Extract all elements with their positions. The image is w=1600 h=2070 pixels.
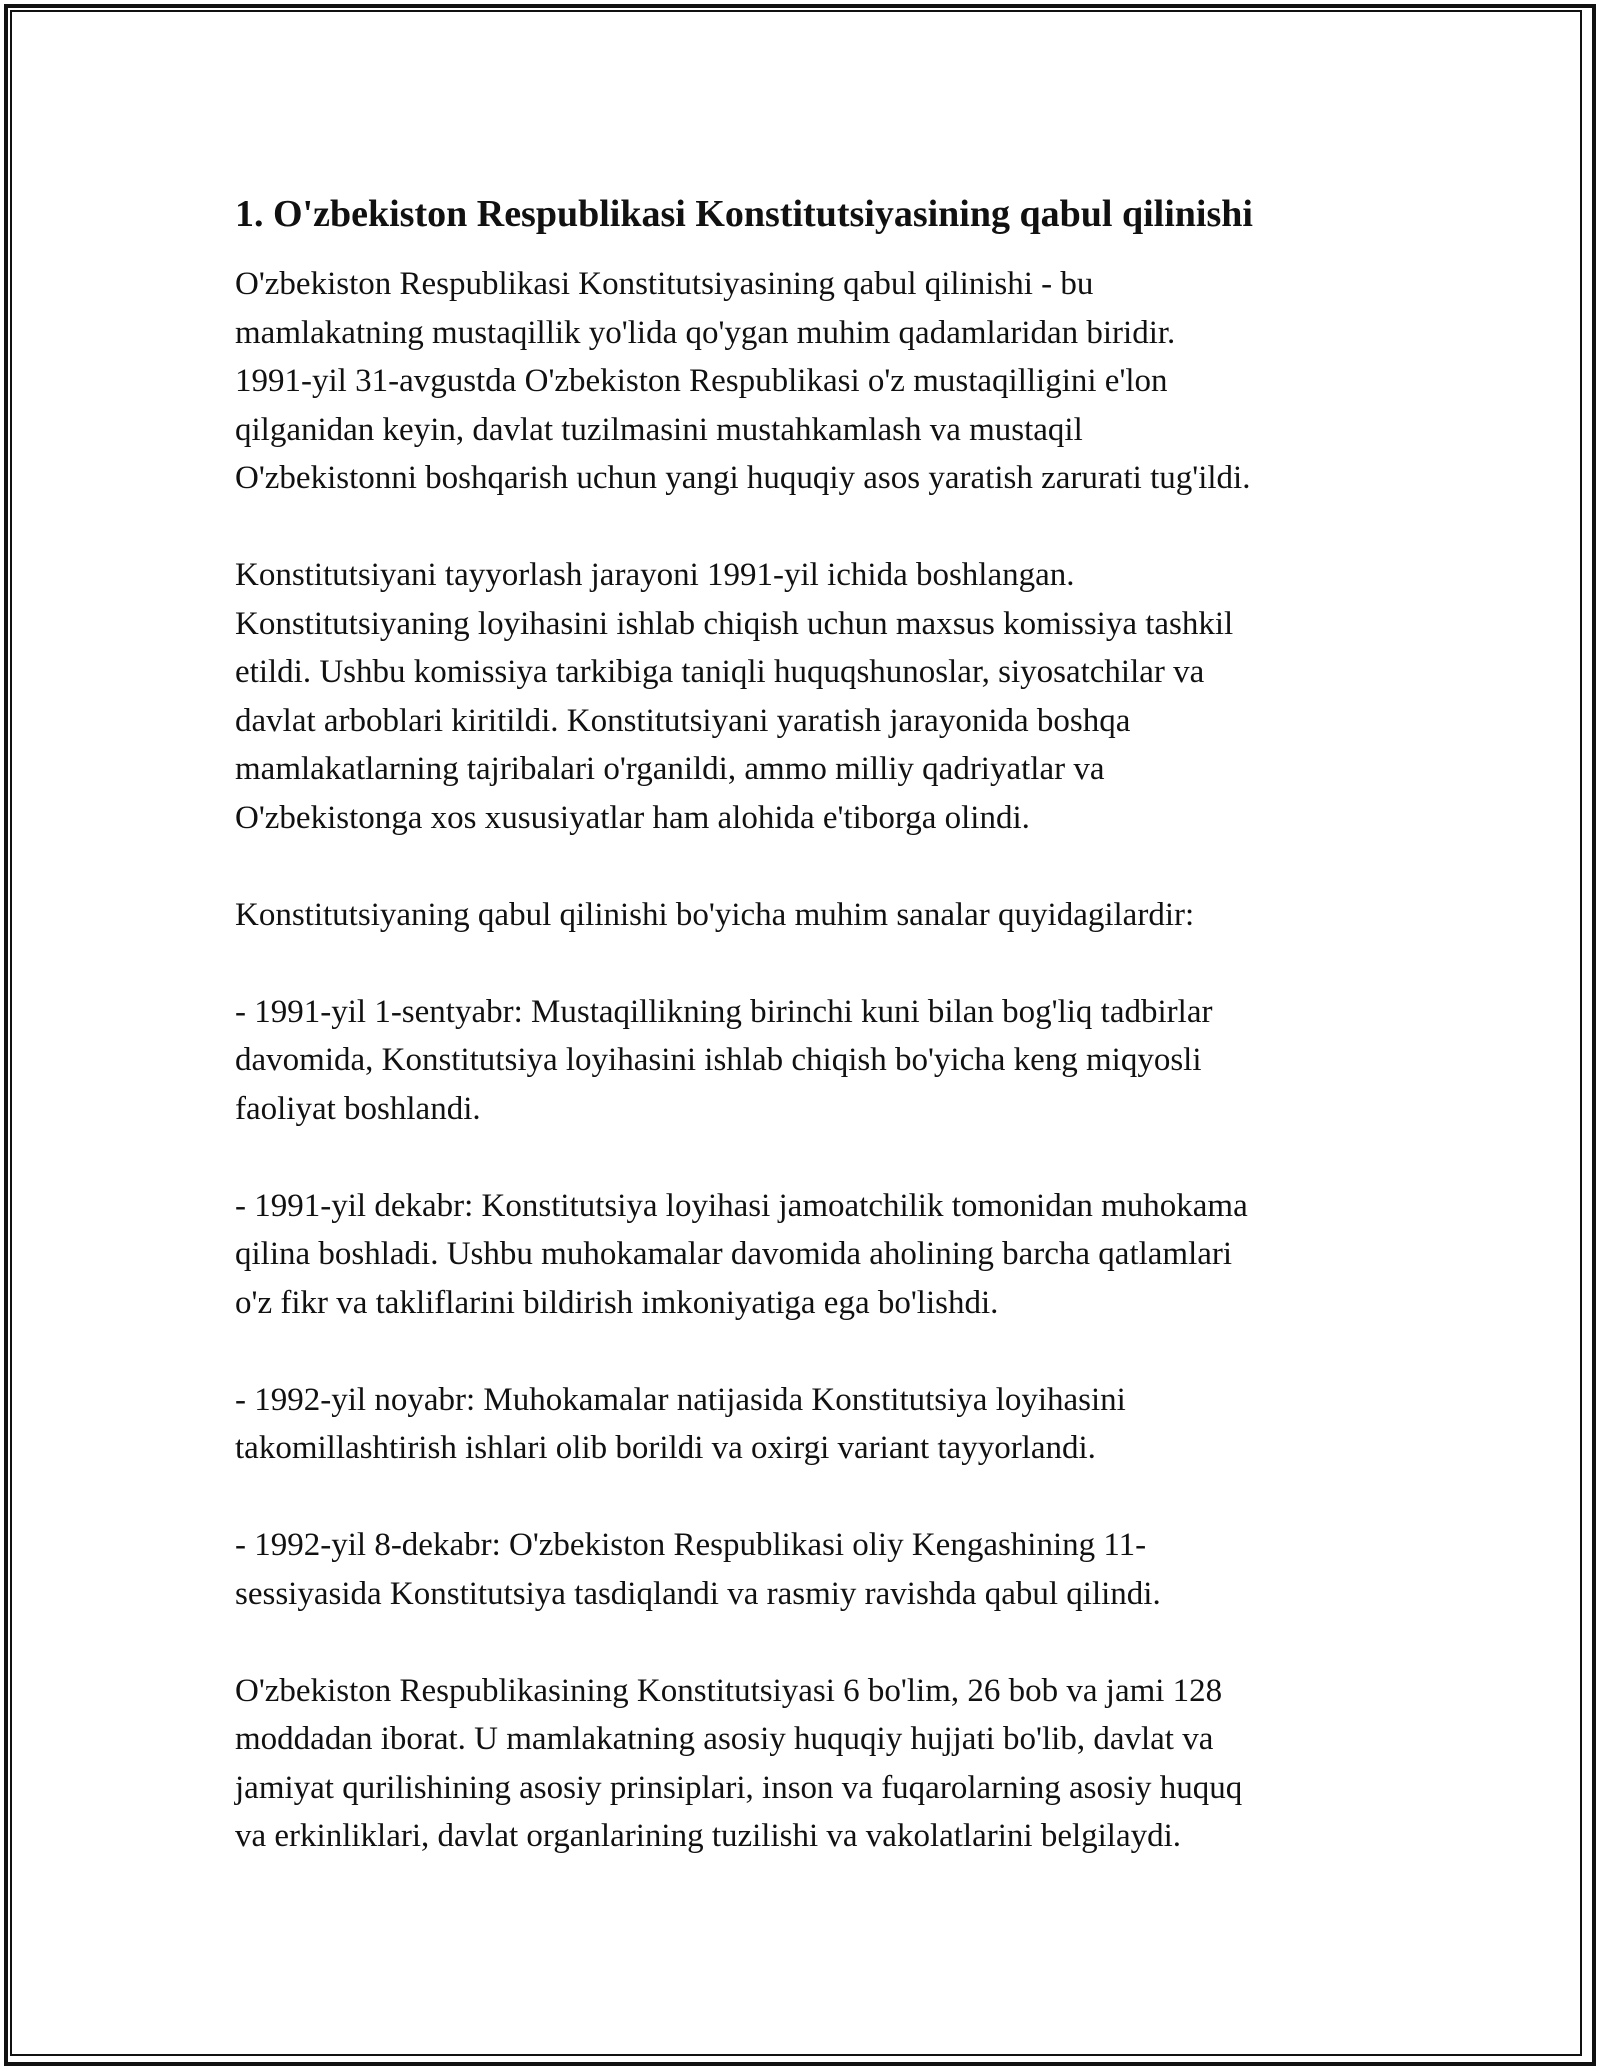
text-line: etildi. Ushbu komissiya tarkibiga taniqli huquqshunoslar, siyosatchilar va xyxy=(235,654,1205,690)
text-line: O'zbekistonga xos xususiyatlar ham alohida e'tiborga olindi. xyxy=(235,799,1030,836)
document-title: 1. O'zbekiston Respublikasi Konstitutsiyasining qabul qilinishi xyxy=(235,193,1253,235)
text-line: Konstitutsiyani tayyorlash jarayoni 1991-yil ichida boshlangan. xyxy=(235,557,1075,593)
paragraph xyxy=(235,1376,1385,1473)
text-line: O'zbekistonni boshqarish uchun yangi huquqiy asos yaratish zarurati tug'ildi. xyxy=(235,460,1251,496)
paragraph xyxy=(235,260,1385,503)
text-line: - 1992-yil noyabr: Muhokamalar natijasida Konstitutsiya loyihasini xyxy=(235,1381,1126,1418)
document-body xyxy=(235,188,1385,1909)
text-line: mamlakatlarning tajribalari o'rganildi, ammo milliy qadriyatlar va xyxy=(235,751,1105,787)
paragraph xyxy=(235,891,1385,940)
text-line: takomillashtirish ishlari olib borildi va oxirgi variant tayyorlandi. xyxy=(235,1430,1096,1466)
text-line: va erkinliklari, davlat organlarining tuzilishi va vakolatlarini belgilaydi. xyxy=(235,1818,1182,1854)
text-line: Konstitutsiyaning qabul qilinishi bo'yicha muhim sanalar quyidagilardir: xyxy=(235,896,1195,933)
text-line: mamlakatning mustaqillik yo'lida qo'ygan muhim qadamlaridan biridir. xyxy=(235,314,1176,351)
text-line: 1991-yil 31-avgustda O'zbekiston Respublikasi o'z mustaqilligini e'lon xyxy=(235,363,1168,399)
paragraph xyxy=(235,551,1385,842)
text-line: O'zbekiston Respublikasi Konstitutsiyasining qabul qilinishi - bu xyxy=(235,266,1094,302)
text-line: qilganidan keyin, davlat tuzilmasini mustahkamlash va mustaqil xyxy=(235,411,1083,448)
text-line: jamiyat qurilishining asosiy prinsiplari, inson va fuqarolarning asosiy huquq xyxy=(235,1769,1243,1806)
paragraph xyxy=(235,1521,1385,1618)
text-line: - 1991-yil 1-sentyabr: Mustaqillikning birinchi kuni bilan bog'liq tadbirlar xyxy=(235,993,1213,1030)
text-line: moddadan iborat. U mamlakatning asosiy huquqiy hujjati bo'lib, davlat va xyxy=(235,1721,1214,1757)
paragraph-list xyxy=(235,260,1385,1861)
text-line: faoliyat boshlandi. xyxy=(235,1090,481,1127)
text-line: o'z fikr va takliflarini bildirish imkoniyatiga ega bo'lishdi. xyxy=(235,1284,999,1321)
paragraph xyxy=(235,988,1385,1134)
text-line: davomida, Konstitutsiya loyihasini ishlab chiqish bo'yicha keng miqyosli xyxy=(235,1042,1202,1078)
text-line: davlat arboblari kiritildi. Konstitutsiyani yaratish jarayonida boshqa xyxy=(235,702,1131,739)
text-line: O'zbekiston Respublikasining Konstitutsiyasi 6 bo'lim, 26 bob va jami 128 xyxy=(235,1672,1223,1709)
text-line: Konstitutsiyaning loyihasini ishlab chiqish uchun maxsus komissiya tashkil xyxy=(235,605,1234,642)
text-line: sessiyasida Konstitutsiya tasdiqlandi va rasmiy ravishda qabul qilindi. xyxy=(235,1575,1161,1612)
text-line: - 1992-yil 8-dekabr: O'zbekiston Respublikasi oliy Kengashining 11- xyxy=(235,1527,1147,1563)
paragraph xyxy=(235,1182,1385,1328)
text-line: qilina boshladi. Ushbu muhokamalar davomida aholining barcha qatlamlari xyxy=(235,1236,1233,1272)
paragraph xyxy=(235,1667,1385,1861)
text-line: - 1991-yil dekabr: Konstitutsiya loyihasi jamoatchilik tomonidan muhokama xyxy=(235,1187,1248,1224)
